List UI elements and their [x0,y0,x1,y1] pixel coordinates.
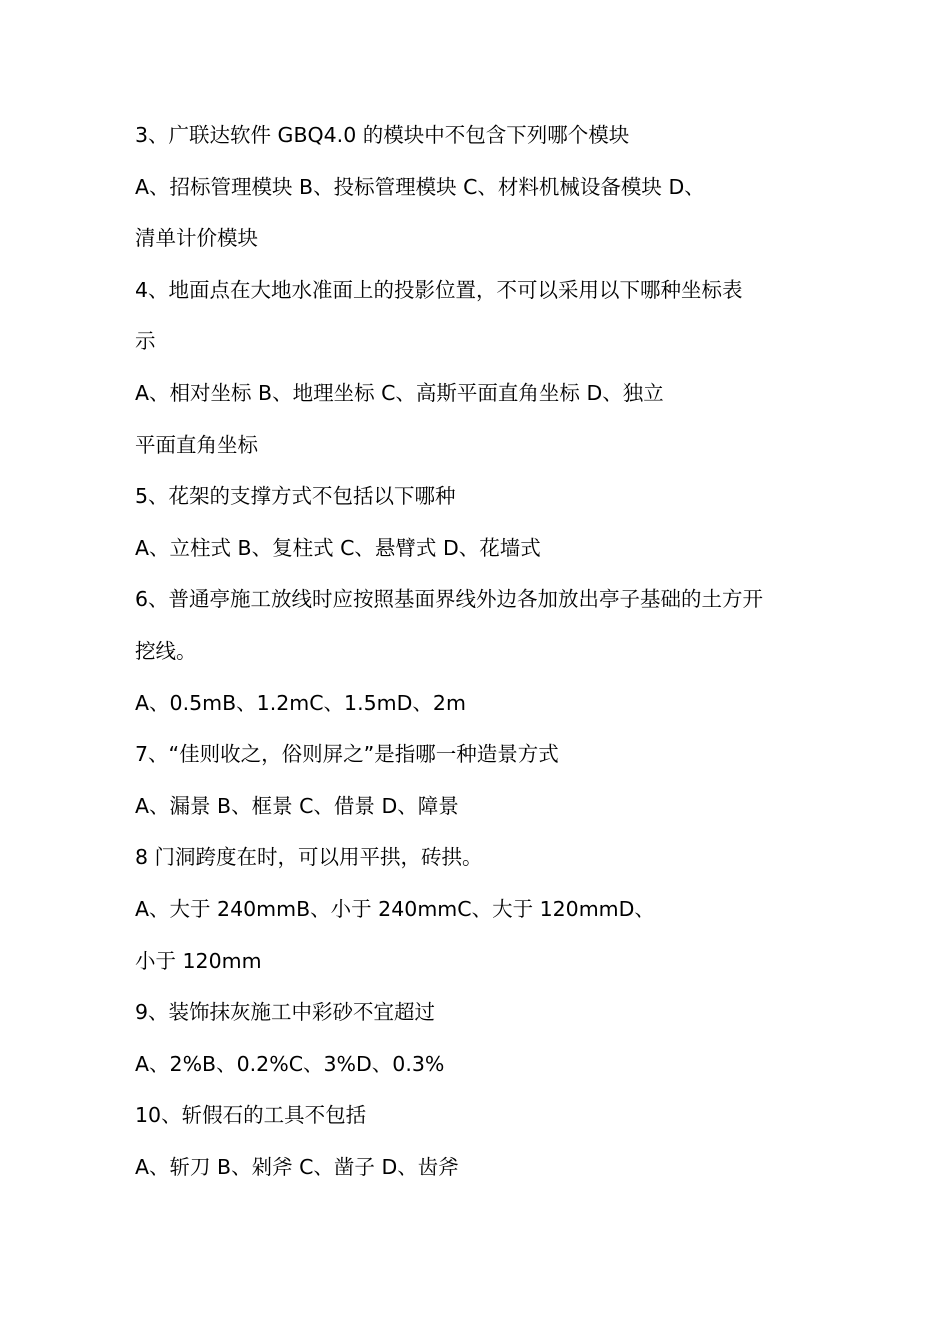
question-5-text: 5、花架的支撑方式不包括以下哪种 [135,484,456,509]
question-3-options-continued: 清单计价模块 [135,226,258,251]
question-8-text: 8 门洞跨度在时，可以用平拱，砖拱。 [135,845,483,870]
question-6-options: A、0.5mB、1.2mC、1.5mD、2m [135,690,466,715]
question-3-text: 3、广联达软件 GBQ4.0 的模块中不包含下列哪个模块 [135,123,630,147]
question-8-options-continued: 小于 120mm [135,948,262,973]
question-4-options: A、相对坐标 B、地理坐标 C、高斯平面直角坐标 D、独立 [135,380,664,405]
question-10-text: 10、斩假石的工具不包括 [135,1103,367,1128]
question-6-text-continued: 挖线。 [135,638,197,663]
question-6-text: 6、普通亭施工放线时应按照基面界线外边各加放出亭子基础的土方开 [135,587,764,612]
question-10-options: A、斩刀 B、剁斧 C、凿子 D、齿斧 [135,1154,459,1179]
question-5-options: A、立柱式 B、复柱式 C、悬臂式 D、花墙式 [135,535,541,560]
question-7-options: A、漏景 B、框景 C、借景 D、障景 [135,793,459,818]
question-7-text: 7、“佳则收之，俗则屏之”是指哪一种造景方式 [135,742,559,767]
question-3-options: A、招标管理模块 B、投标管理模块 C、材料机械设备模块 D、 [135,174,705,199]
question-4-text-continued: 示 [135,329,156,354]
question-8-options: A、大于 240mmB、小于 240mmC、大于 120mmD、 [135,896,655,921]
question-4-text: 4、地面点在大地水准面上的投影位置，不可以采用以下哪种坐标表 [135,277,743,302]
question-9-options: A、2%B、0.2%C、3%D、0.3% [135,1051,445,1076]
document-body [135,117,855,1200]
question-9-text: 9、装饰抹灰施工中彩砂不宜超过 [135,1000,436,1025]
question-4-options-continued: 平面直角坐标 [135,432,258,457]
